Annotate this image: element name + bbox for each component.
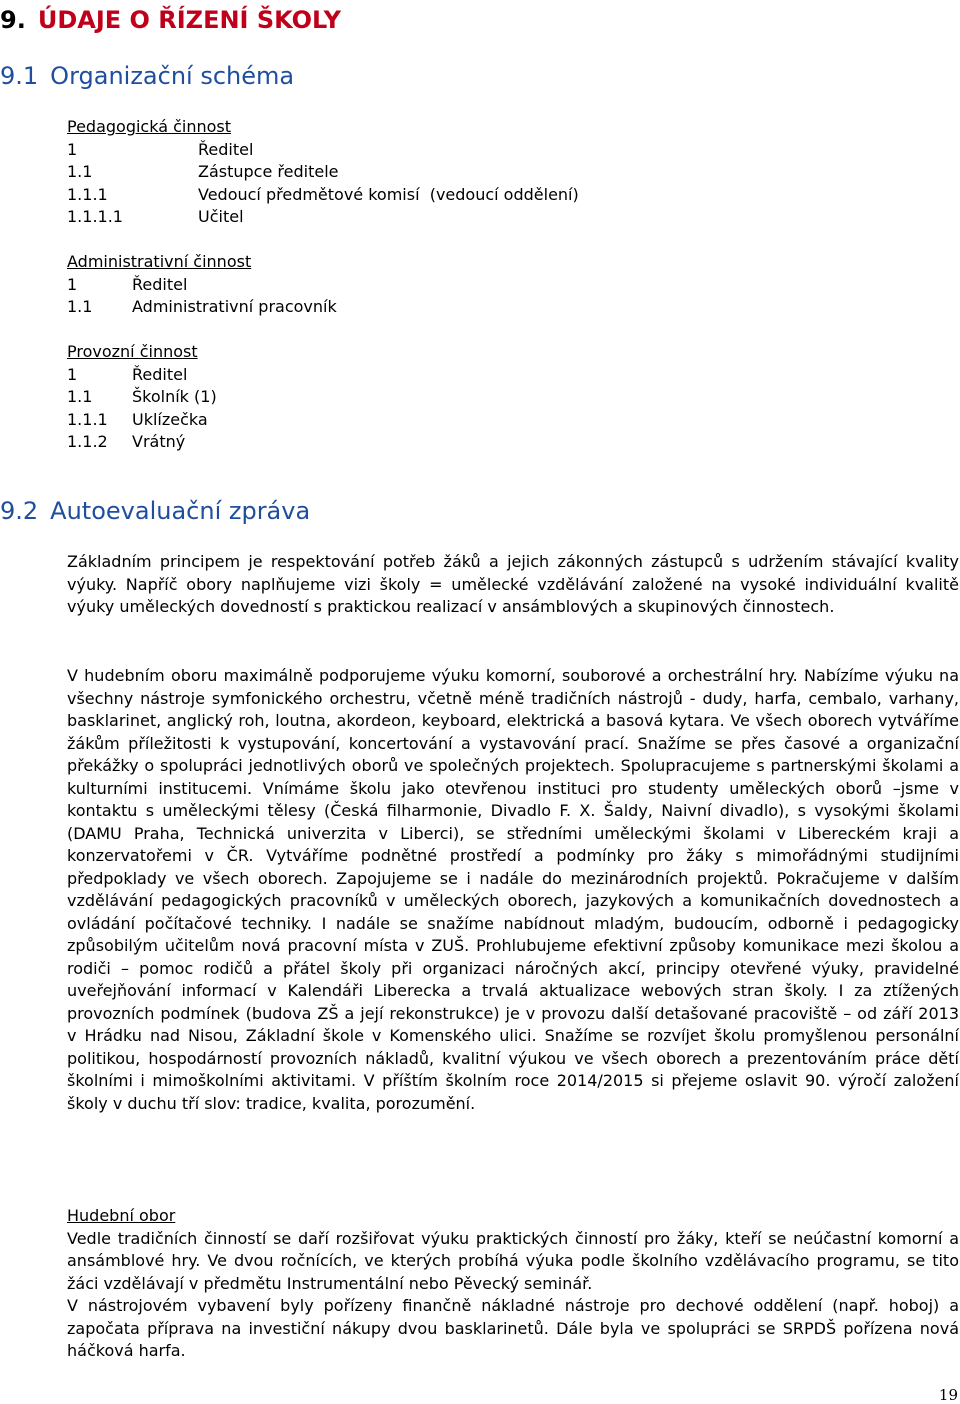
hudebni-obor-section <box>67 1205 959 1363</box>
org-row-number: 1.1.1 <box>67 184 108 204</box>
hudebni-paragraph-2: V nástrojovém vybavení byly pořízeny finančně nákladné nástroje pro dechové oddělení (např. hoboj) a započata příprava na investiční nákupy dvou basklarinetů. Dále byla ve spolupráci se SRPDŠ pořízena nová háčková harfa. <box>67 1296 959 1360</box>
org-row-title: Učitel <box>198 207 244 226</box>
section-title: ÚDAJE O ŘÍZENÍ ŠKOLY <box>37 6 341 34</box>
org-row-title: Ředitel <box>132 364 188 384</box>
org-row-title: Vrátný <box>132 432 186 451</box>
org-row-number: 1.1.1.1 <box>67 207 123 226</box>
hudebni-obor-heading: Hudební obor <box>67 1206 176 1225</box>
subsection-title: Autoevaluační zpráva <box>50 497 311 525</box>
subsection-heading-org <box>0 62 294 90</box>
org-row-number: 1.1.1 <box>67 409 108 429</box>
org-row-number: 1.1 <box>67 162 93 181</box>
org-row-title: Ředitel <box>132 274 188 294</box>
org-group-heading: Provozní činnost <box>67 342 198 361</box>
org-row-number: 1.1 <box>67 387 93 406</box>
subsection-number: 9.1 <box>0 62 39 90</box>
section-heading <box>0 6 341 34</box>
page-number: 19 <box>938 1386 958 1404</box>
org-row-number: 1.1.2 <box>67 432 108 451</box>
paragraph-main: V hudebním oboru maximálně podporujeme výuku komorní, souborové a orchestrální hry. Nabízíme výuku na všechny nástroje symfonického orchestru, včetně méně tradičních nástrojů - dudy, harfa, cembalo, varhany, basklarinet, anglický roh, loutna, akordeon, keyboard, elektrická a basová kytara. Ve všech oborech vytváříme žákům příležitosti k vystupování, koncertování a vystavování prací. Snažíme se přes časové a organizační překážky o spolupráci jednotlivých oborů ve společných projektech. Spolupracujeme s partnerskými školami a kulturními institucemi. Vnímáme školu jako otevřenou instituci pro studenty uměleckých oborů –jsme v kontaktu s uměleckými tělesy (Česká filharmonie, Divadlo F. X. Šaldy, Naivní divadlo), s vysokými školami (DAMU Praha, Technická univerzita v Liberci), se středními uměleckými školami v Libereckém kraji a konzervatořemi v ČR. Vytváříme podnětné prostředí a podmínky pro žáky s mimořádnými studijními předpoklady ve všech oborech. Zapojujeme se i nadále do mezinárodních projektů. Pokračujeme v dalším vzdělávání pedagogických pracovníků v uměleckých oborech, jazykových a komunikačních dovednostech a ovládání počítačové techniky. I nadále se snažíme nabídnout mladým, budoucím, odborně i pedagogicky způsobilým učitelům nová pracovní místa v ZUŠ. Prohlubujeme efektivní způsoby komunikace mezi školou a rodiči – pomoc rodičů a přátel školy při organizaci náročných akcí, principy otevřené výuky, pravidelné uveřejňování informací v Kalendáři Liberecka a trvalá aktualizace webových stran školy. I za ztížených provozních podmínek (budova ZŠ a její rekonstrukce) je v provozu další detašované pracoviště – od září 2013 v Hrádku nad Nisou, Základní škole v Komenského ulici. Snažíme se rozvíjet školu promyšlenou personální politikou, hospodárností provozních nákladů, kvalitní výukou ve všech oborech a prezentováním práce dětí školními i mimoškolními aktivitami. V příštím školním roce 2014/2015 si přejeme oslavit 90. výročí založení školy v duchu tří slov: tradice, kvalita, porozumění. <box>67 666 959 1113</box>
paragraph-intro: Základním principem je respektování potřeb žáků a jejich zákonných zástupců s udržením stávající kvality výuky. Napříč obory naplňujeme vizi školy = umělecké vzdělávání založené na vysoké individuální kvalitě výuky uměleckých dovedností s praktickou realizací v ansámblových a skupinových činnostech. <box>67 552 959 616</box>
subsection-heading-autoevaluace <box>0 497 310 525</box>
org-row-title: Administrativní pracovník <box>132 297 337 316</box>
subsection-number: 9.2 <box>0 497 39 525</box>
org-group-heading: Administrativní činnost <box>67 252 252 271</box>
subsection-title: Organizační schéma <box>50 62 295 90</box>
org-row-number: 1 <box>67 274 78 294</box>
org-row-number: 1 <box>67 364 78 384</box>
hudebni-paragraph-1: Vedle tradičních činností se daří rozšiřovat výuku praktických činností pro žáky, kteří se neúčastní komorní a ansámblové hry. Ve dvou ročnících, ve kterých probíhá výuka podle školního vzdělávacího programu, se tito žáci vzdělávají v předmětu Instrumentální nebo Pěvecký seminář. <box>67 1228 959 1293</box>
section-number: 9. <box>0 6 26 34</box>
org-row-title: Zástupce ředitele <box>198 162 339 181</box>
org-row-number: 1.1 <box>67 297 93 316</box>
org-group-heading: Pedagogická činnost <box>67 117 232 136</box>
org-row-number: 1 <box>67 139 78 159</box>
org-row-title: Ředitel <box>198 139 254 159</box>
org-row-title: Uklízečka <box>132 409 208 429</box>
org-row-title: Školník (1) <box>132 387 217 406</box>
org-row-title: Vedoucí předmětové komisí (vedoucí oddělení) <box>198 184 579 204</box>
